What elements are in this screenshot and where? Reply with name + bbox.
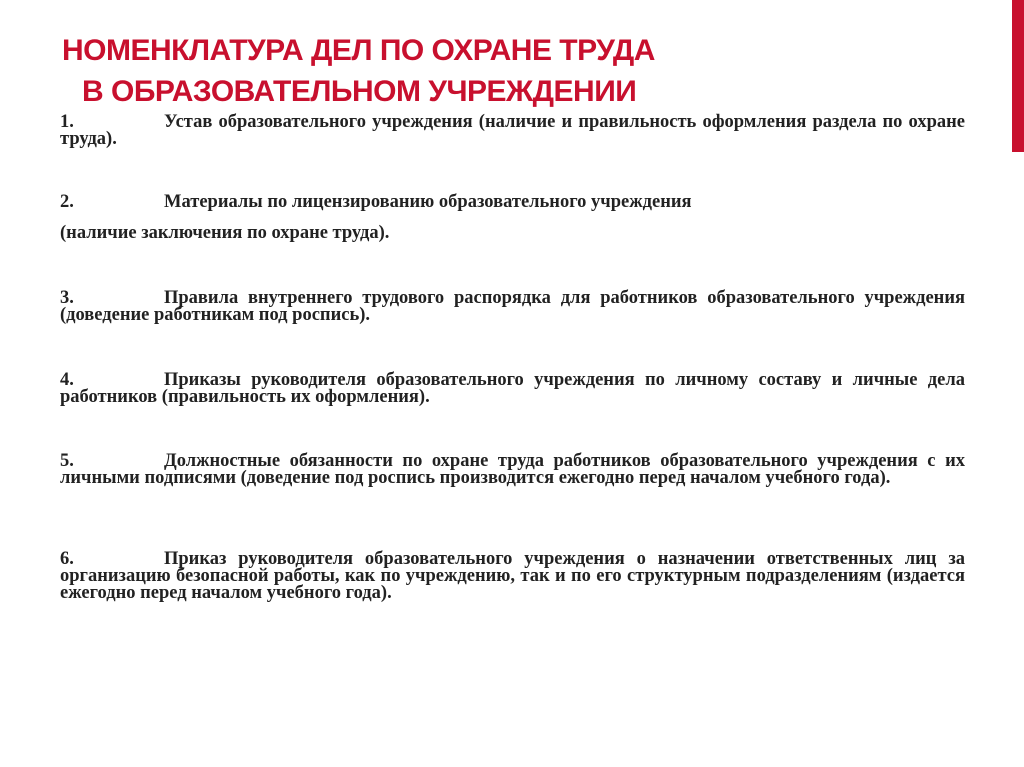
- item-text-continuation: (наличие заключения по охране труда).: [60, 223, 390, 243]
- page-title: [62, 30, 962, 112]
- item-text: Должностные обязанности по охране труда работников образовательного учреждения с их личными подписями (доведение под роспись производится ежегодно перед началом учебного года).: [60, 451, 965, 488]
- list-item: [60, 114, 965, 148]
- list-item: [60, 187, 965, 249]
- list-item: [60, 372, 965, 406]
- item-number: 2.: [60, 192, 74, 212]
- list-item: [60, 551, 965, 602]
- item-text: Устав образовательного учреждения (наличие и правильность оформления раздела по охране труда).: [60, 112, 965, 149]
- item-text: Приказы руководителя образовательного учреждения по личному составу и личные дела работников (правильность их оформления).: [60, 370, 965, 407]
- item-number: 4.: [60, 370, 74, 390]
- item-text: Приказ руководителя образовательного учреждения о назначении ответственных лиц за организацию безопасной работы, как по учреждению, так и по его структурным подразделениям (издается ежегодно перед началом учебного года).: [60, 549, 965, 603]
- item-number: 3.: [60, 288, 74, 308]
- item-number: 1.: [60, 112, 74, 132]
- title-line-1: НОМЕНКЛАТУРА ДЕЛ ПО ОХРАНЕ ТРУДА: [62, 34, 655, 67]
- item-text: Материалы по лицензированию образовательного учреждения: [164, 192, 692, 212]
- list-item: [60, 290, 965, 324]
- item-number: 5.: [60, 451, 74, 471]
- accent-bar: [1012, 0, 1024, 152]
- item-text: Правила внутреннего трудового распорядка для работников образовательного учреждения (доведение работникам под роспись).: [60, 288, 965, 325]
- item-number: 6.: [60, 549, 74, 569]
- title-line-2: В ОБРАЗОВАТЕЛЬНОМ УЧРЕЖДЕНИИ: [82, 75, 637, 108]
- list-item: [60, 453, 965, 487]
